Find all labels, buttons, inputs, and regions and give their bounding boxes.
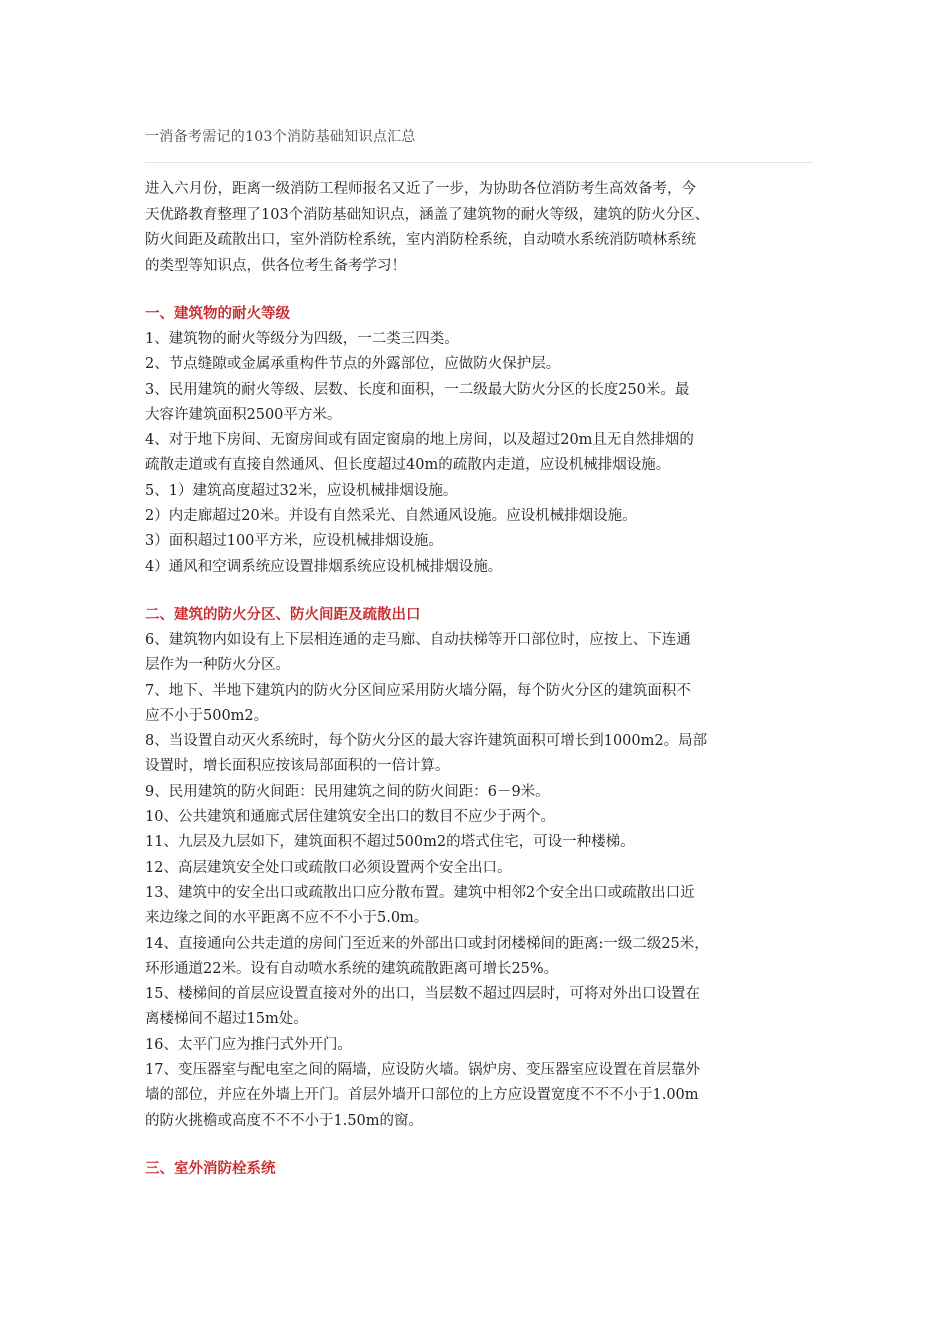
section-outdoor-hydrant-system: [145, 1157, 813, 1182]
title-divider: [145, 162, 813, 163]
body-line: 离楼梯间不超过15m处。: [145, 1011, 308, 1028]
body-line: 7、地下、半地下建筑内的防火分区间应采用防火墙分隔，每个防火分区的建筑面积不: [145, 682, 691, 699]
intro-line: 进入六月份，距离一级消防工程师报名又近了一步，为协助各位消防考生高效备考，今: [145, 181, 696, 197]
body-line: 层作为一种防火分区。: [145, 657, 290, 674]
section-heading: 一、建筑物的耐火等级: [145, 306, 290, 322]
document-title: 一消备考需记的103个消防基础知识点汇总: [145, 129, 416, 145]
body-line: 墙的部位，并应在外墙上开门。首层外墙开口部位的上方应设置宽度不不不小于1.00m: [145, 1087, 699, 1104]
document-page: [145, 122, 813, 1182]
section-heading: 二、建筑的防火分区、防火间距及疏散出口: [145, 606, 421, 623]
intro-line: 天优路教育整理了103个消防基础知识点，涵盖了建筑物的耐火等级，建筑的防火分区、: [145, 206, 710, 223]
intro-line: 防火间距及疏散出口，室外消防栓系统，室内消防栓系统，自动喷水系统消防喷林系统: [145, 232, 696, 248]
body-line: 来边缘之间的水平距离不应不不小于5.0m。: [145, 910, 429, 927]
intro-line: 的类型等知识点，供各位考生备考学习！: [145, 257, 406, 274]
body-line: 1、建筑物的耐火等级分为四级，一二类三四类。: [145, 331, 459, 347]
body-line: 9、民用建筑的防火间距：民用建筑之间的防火间距：6－9米。: [145, 783, 550, 800]
body-line: 的防火挑檐或高度不不不小于1.50m的窗。: [145, 1112, 424, 1129]
section-fire-resistance-rating: [145, 302, 813, 580]
body-line: 4、对于地下房间、无窗房间或有固定窗扇的地上房间，以及超过20m且无自然排烟的: [145, 432, 694, 449]
intro-paragraph: [145, 177, 813, 279]
body-line: 大容许建筑面积2500平方米。: [145, 406, 342, 423]
body-line: 10、公共建筑和通廊式居住建筑安全出口的数目不应少于两个。: [145, 809, 555, 826]
body-line: 6、建筑物内如设有上下层相连通的走马廊、自动扶梯等开口部位时，应按上、下连通: [145, 631, 691, 648]
body-line: 8、当设置自动灭火系统时，每个防火分区的最大容许建筑面积可增长到1000m2。局部: [145, 733, 708, 750]
section-fire-compartments: [145, 603, 813, 1134]
body-line: 12、高层建筑安全处口或疏散口必须设置两个安全出口。: [145, 859, 512, 876]
body-line: 15、楼梯间的首层应设置直接对外的出口，当层数不超过四层时，可将对外出口设置在: [145, 986, 700, 1003]
body-line: 11、九层及九层如下，建筑面积不超过500m2的塔式住宅，可设一种楼梯。: [145, 834, 635, 851]
body-line: 设置时，增长面积应按该局部面积的一倍计算。: [145, 758, 450, 775]
section-heading: 三、室外消防栓系统: [145, 1160, 276, 1177]
body-line: 16、太平门应为推闩式外开门。: [145, 1036, 352, 1053]
body-line: 17、变压器室与配电室之间的隔墙，应设防火墙。锅炉房、变压器室应设置在首层靠外: [145, 1062, 700, 1079]
body-line: 3）面积超过100平方米，应设机械排烟设施。: [145, 533, 443, 550]
body-line: 4）通风和空调系统应设置排烟系统应设机械排烟设施。: [145, 558, 503, 575]
body-line: 3、民用建筑的耐火等级、层数、长度和面积，一二级最大防火分区的长度250米。最: [145, 381, 690, 398]
body-line: 14、直接通向公共走道的房间门至近来的外部出口或封闭楼梯间的距离:一级二级25米，: [145, 935, 709, 952]
body-line: 13、建筑中的安全出口或疏散出口应分散布置。建筑中相邻2个安全出口或疏散出口近: [145, 884, 695, 901]
body-line: 5、1）建筑高度超过32米，应设机械排烟设施。: [145, 482, 458, 499]
body-line: 疏散走道或有直接自然通风、但长度超过40m的疏散内走道，应设机械排烟设施。: [145, 457, 671, 474]
body-line: 应不小于500m2。: [145, 707, 269, 724]
body-line: 2、节点缝隙或金属承重构件节点的外露部位，应做防火保护层。: [145, 356, 561, 373]
body-line: 2）内走廊超过20米。并设有自然采光、自然通风设施。应设机械排烟设施。: [145, 508, 637, 525]
body-line: 环形通道22米。设有自动喷水系统的建筑疏散距离可增长25%。: [145, 960, 559, 977]
